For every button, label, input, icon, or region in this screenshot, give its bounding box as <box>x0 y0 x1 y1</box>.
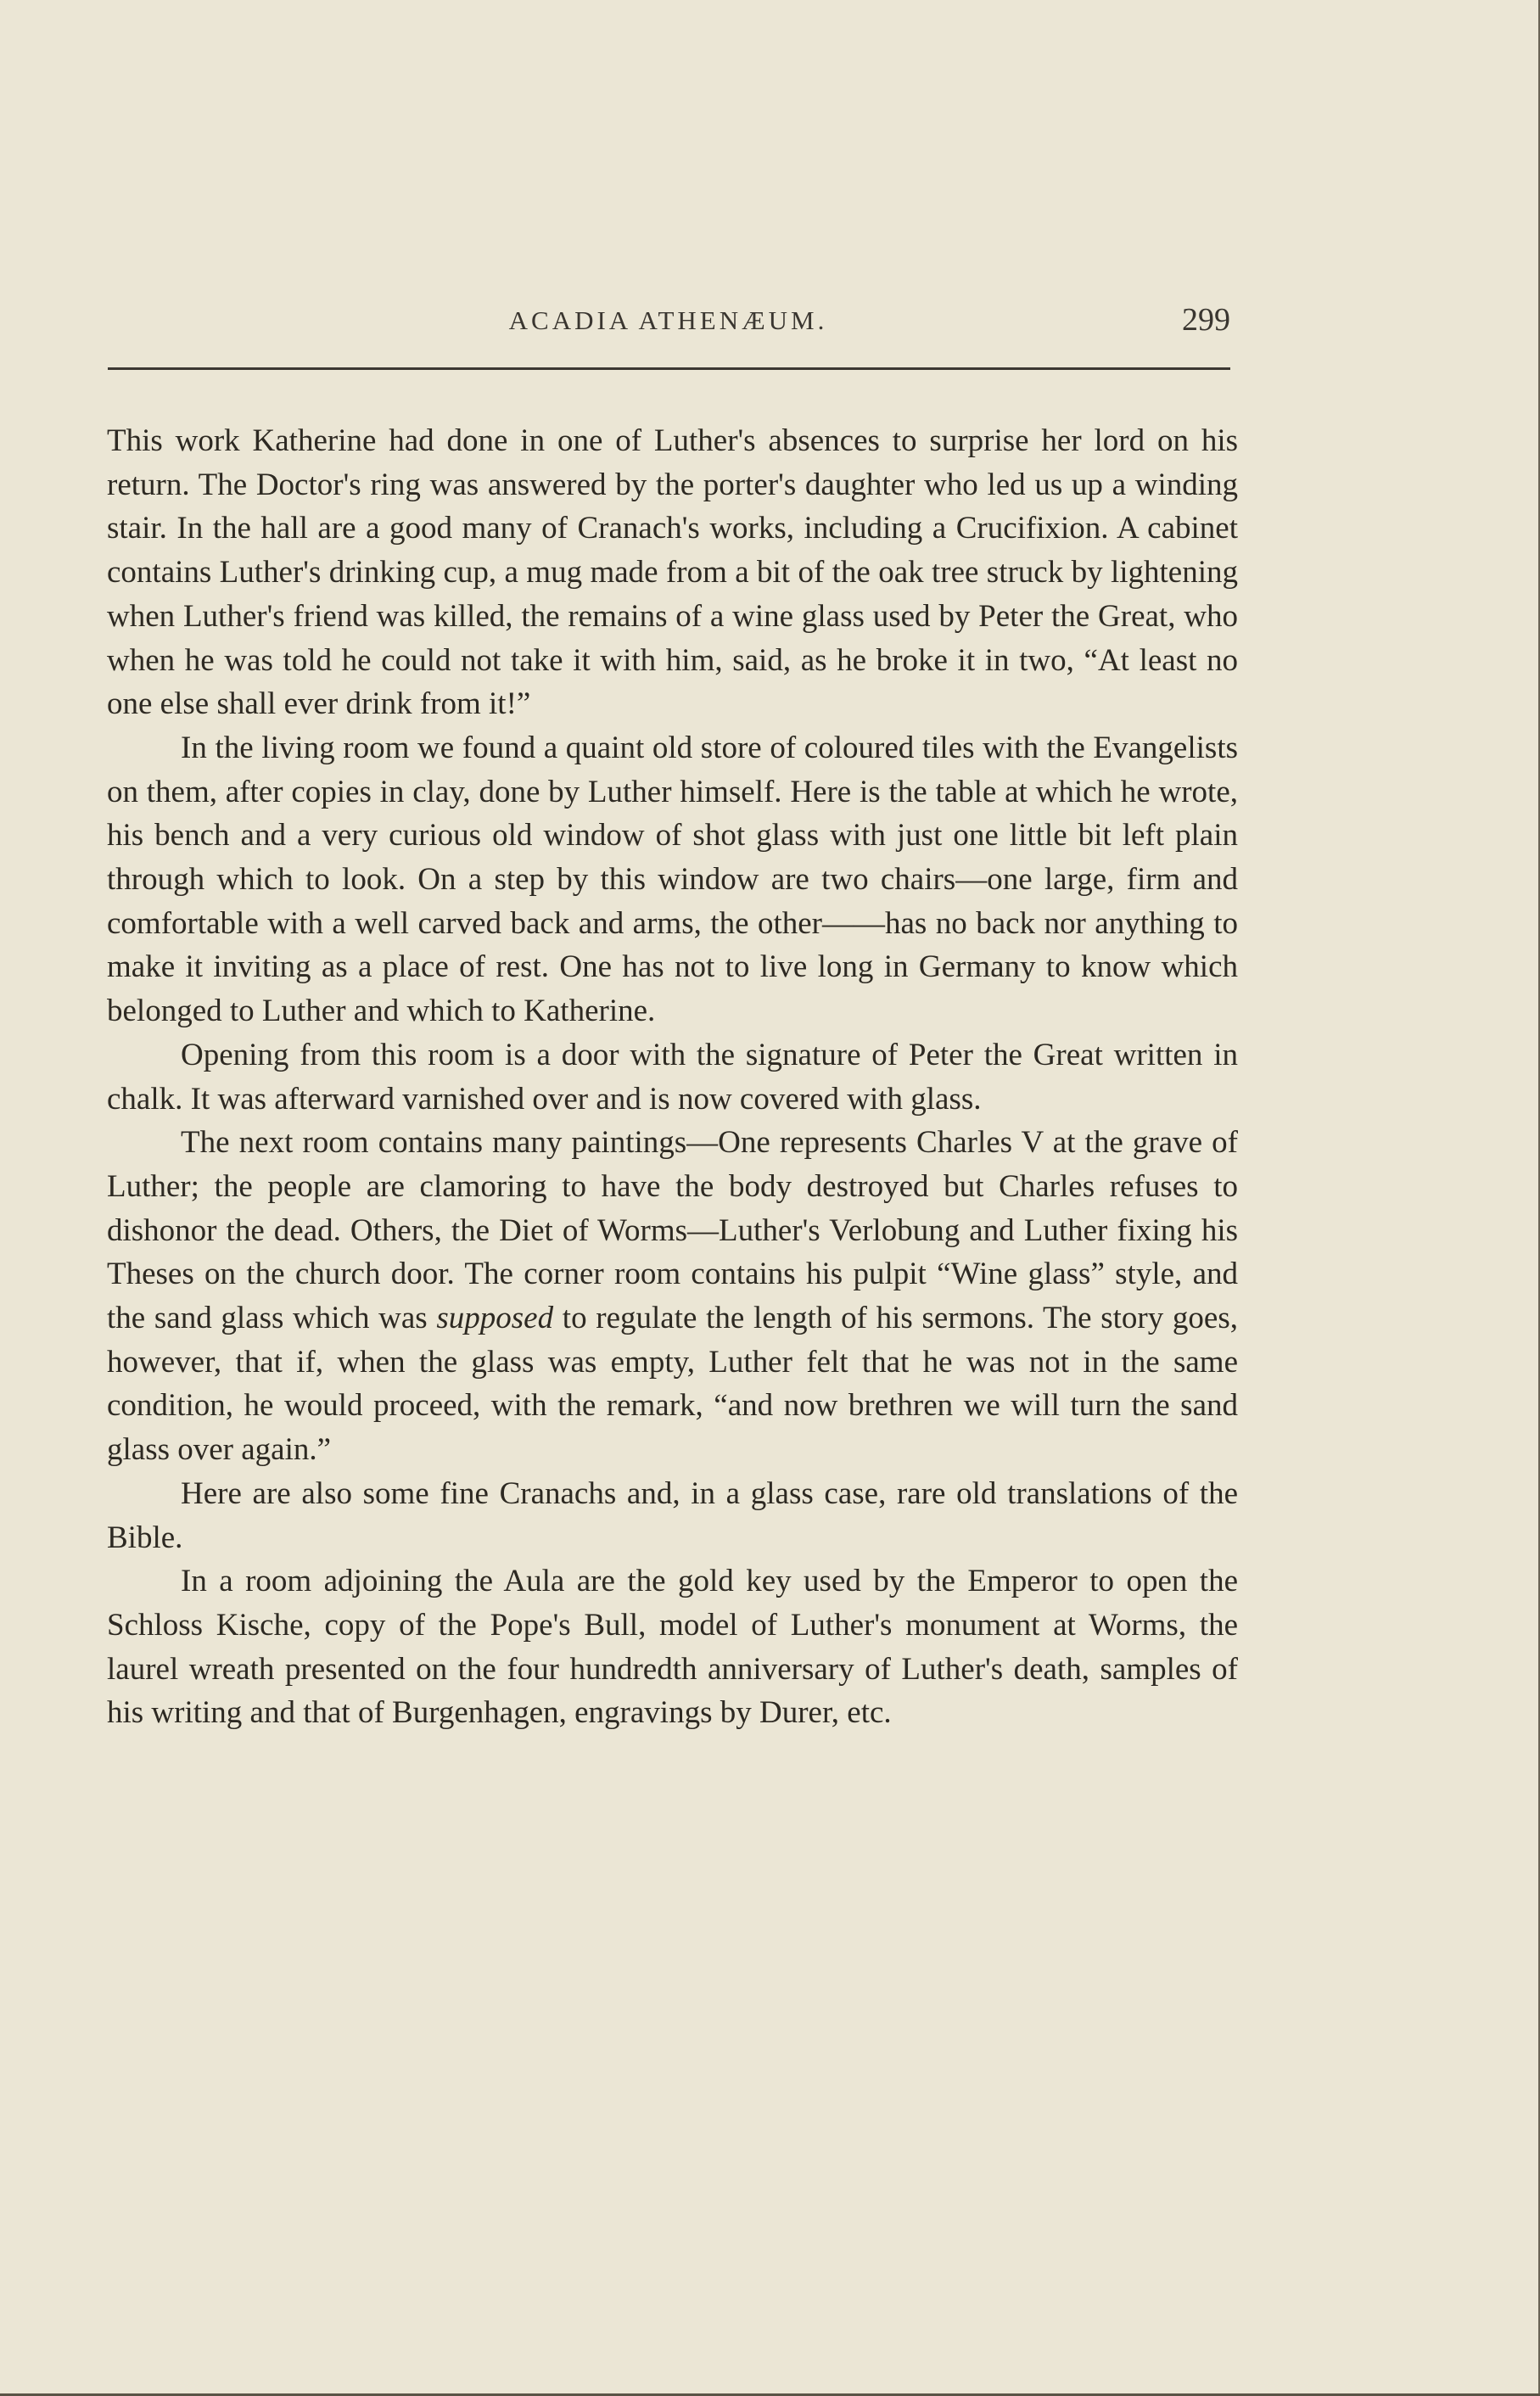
emphasis-supposed: supposed <box>436 1301 554 1336</box>
paragraph-cranachs: Here are also some fine Cranachs and, in a glass case, rare old translations of the Bible. <box>107 1475 1238 1555</box>
paragraph-next-room <box>107 1121 1238 1472</box>
paragraph-living-room: In the living room we found a quaint old store of coloured tiles with the Evangelists on them, after copies in clay, done by Luther himself. Here is the table at which he wrote, his bench and a very curious old window of shot glass with just one little bit left plain through which to look. On a step by this window are two chairs—one large, firm and comfortable with a well carved back and arms, the other——has no back nor anything to make it inviting as a place of rest. One has not to live long in Germany to know which belonged to Luther and which to Katherine. <box>107 730 1238 1029</box>
paragraph-cabinet: This work Katherine had done in one of Luther's absences to surprise her lord on his return. The Doctor's ring was answered by the porter's daughter who led us up a winding stair. In the hall are a good many of Cranach's works, including a Crucifixion. A cabinet contains Luther's drinking cup, a mug made from a bit of the oak tree struck by lightening when Luther's friend was killed, the remains of a wine glass used by Peter the Great, who when he was told he could not take it with him, said, as he broke it in two, “At least no one else shall ever drink from it!” <box>107 423 1238 722</box>
paragraph-aula-room: In a room adjoining the Aula are the gold key used by the Emperor to open the Schloss Kische, copy of the Pope's Bull, model of Luther's monument at Worms, the laurel wreath presented on the four hundredth anniversary of Luther's death, samples of his writing and that of Burgenhagen, engravings by Durer, etc. <box>107 1564 1238 1731</box>
article-body <box>107 419 1238 1735</box>
paragraph-next-room-part-2: to regulate the length of his sermons. The story goes, however, that if, when the glass was empty, Luther felt that he was not in the same condition, he would proceed, with the remark, “and now brethren we will turn the sand glass over again.” <box>107 1301 1238 1468</box>
paragraph-signature-door: Opening from this room is a door with the signature of Peter the Great written in chalk. It was afterward varnished over and is now covered with glass. <box>107 1037 1238 1117</box>
running-title: ACADIA ATHENÆUM. <box>508 305 828 335</box>
paragraph-next-room-part-1: The next room contains many paintings—One represents Charles V at the grave of Luther; the people are clamoring to have the body destroyed but Charles refuses to dishonor the dead. Others, the Diet of Worms—Luther's Verlobung and Luther fixing his Theses on the church door. The corner room contains his pulpit “Wine glass” style, and the sand glass which was <box>107 1125 1238 1336</box>
page-number: 299 <box>1182 302 1230 338</box>
page-header <box>106 297 1230 348</box>
header-rule <box>108 367 1230 370</box>
